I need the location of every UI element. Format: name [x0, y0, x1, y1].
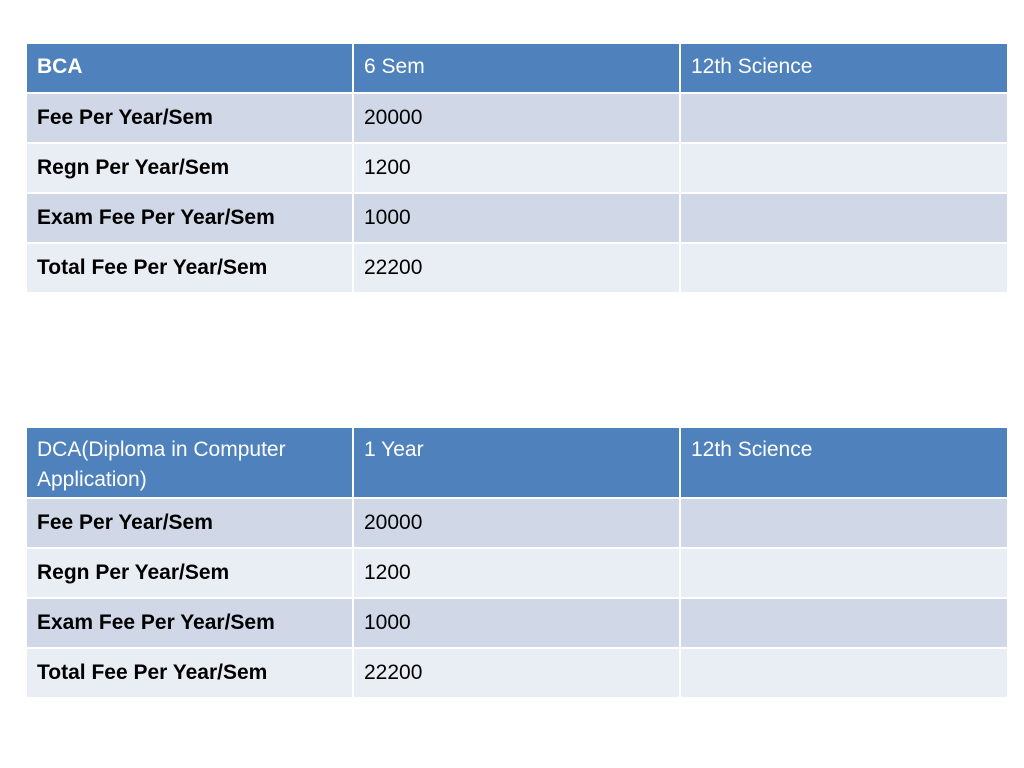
- fee-value-cell: 22200: [353, 648, 680, 698]
- duration-cell: 1 Year: [353, 427, 680, 498]
- table-header-row: [26, 43, 1008, 93]
- duration-cell: 6 Sem: [353, 43, 680, 93]
- fee-value-cell: 22200: [353, 243, 680, 293]
- empty-cell: [680, 143, 1008, 193]
- empty-cell: [680, 193, 1008, 243]
- table-row: [26, 498, 1008, 548]
- dca-fee-table: [25, 426, 1009, 699]
- fee-label-cell: Total Fee Per Year/Sem: [26, 648, 353, 698]
- empty-cell: [680, 93, 1008, 143]
- empty-cell: [680, 243, 1008, 293]
- table-row: [26, 193, 1008, 243]
- fee-value-cell: 1000: [353, 598, 680, 648]
- table-header-row: [26, 427, 1008, 498]
- table-row: [26, 648, 1008, 698]
- fee-label-cell: Total Fee Per Year/Sem: [26, 243, 353, 293]
- fee-value-cell: 1200: [353, 143, 680, 193]
- fee-label-cell: Regn Per Year/Sem: [26, 143, 353, 193]
- empty-cell: [680, 598, 1008, 648]
- fee-value-cell: 20000: [353, 93, 680, 143]
- fee-label-cell: Exam Fee Per Year/Sem: [26, 598, 353, 648]
- fee-value-cell: 20000: [353, 498, 680, 548]
- fee-value-cell: 1200: [353, 548, 680, 598]
- eligibility-cell: 12th Science: [680, 43, 1008, 93]
- fee-label-cell: Fee Per Year/Sem: [26, 93, 353, 143]
- course-name-cell: DCA(Diploma in Computer Application): [26, 427, 353, 498]
- fee-value-cell: 1000: [353, 193, 680, 243]
- empty-cell: [680, 648, 1008, 698]
- table-row: [26, 598, 1008, 648]
- eligibility-cell: 12th Science: [680, 427, 1008, 498]
- table-row: [26, 548, 1008, 598]
- table-row: [26, 93, 1008, 143]
- fee-label-cell: Exam Fee Per Year/Sem: [26, 193, 353, 243]
- bca-fee-table: [25, 42, 1009, 294]
- empty-cell: [680, 548, 1008, 598]
- fee-label-cell: Fee Per Year/Sem: [26, 498, 353, 548]
- course-name-cell: BCA: [26, 43, 353, 93]
- table-row: [26, 243, 1008, 293]
- table-row: [26, 143, 1008, 193]
- fee-label-cell: Regn Per Year/Sem: [26, 548, 353, 598]
- empty-cell: [680, 498, 1008, 548]
